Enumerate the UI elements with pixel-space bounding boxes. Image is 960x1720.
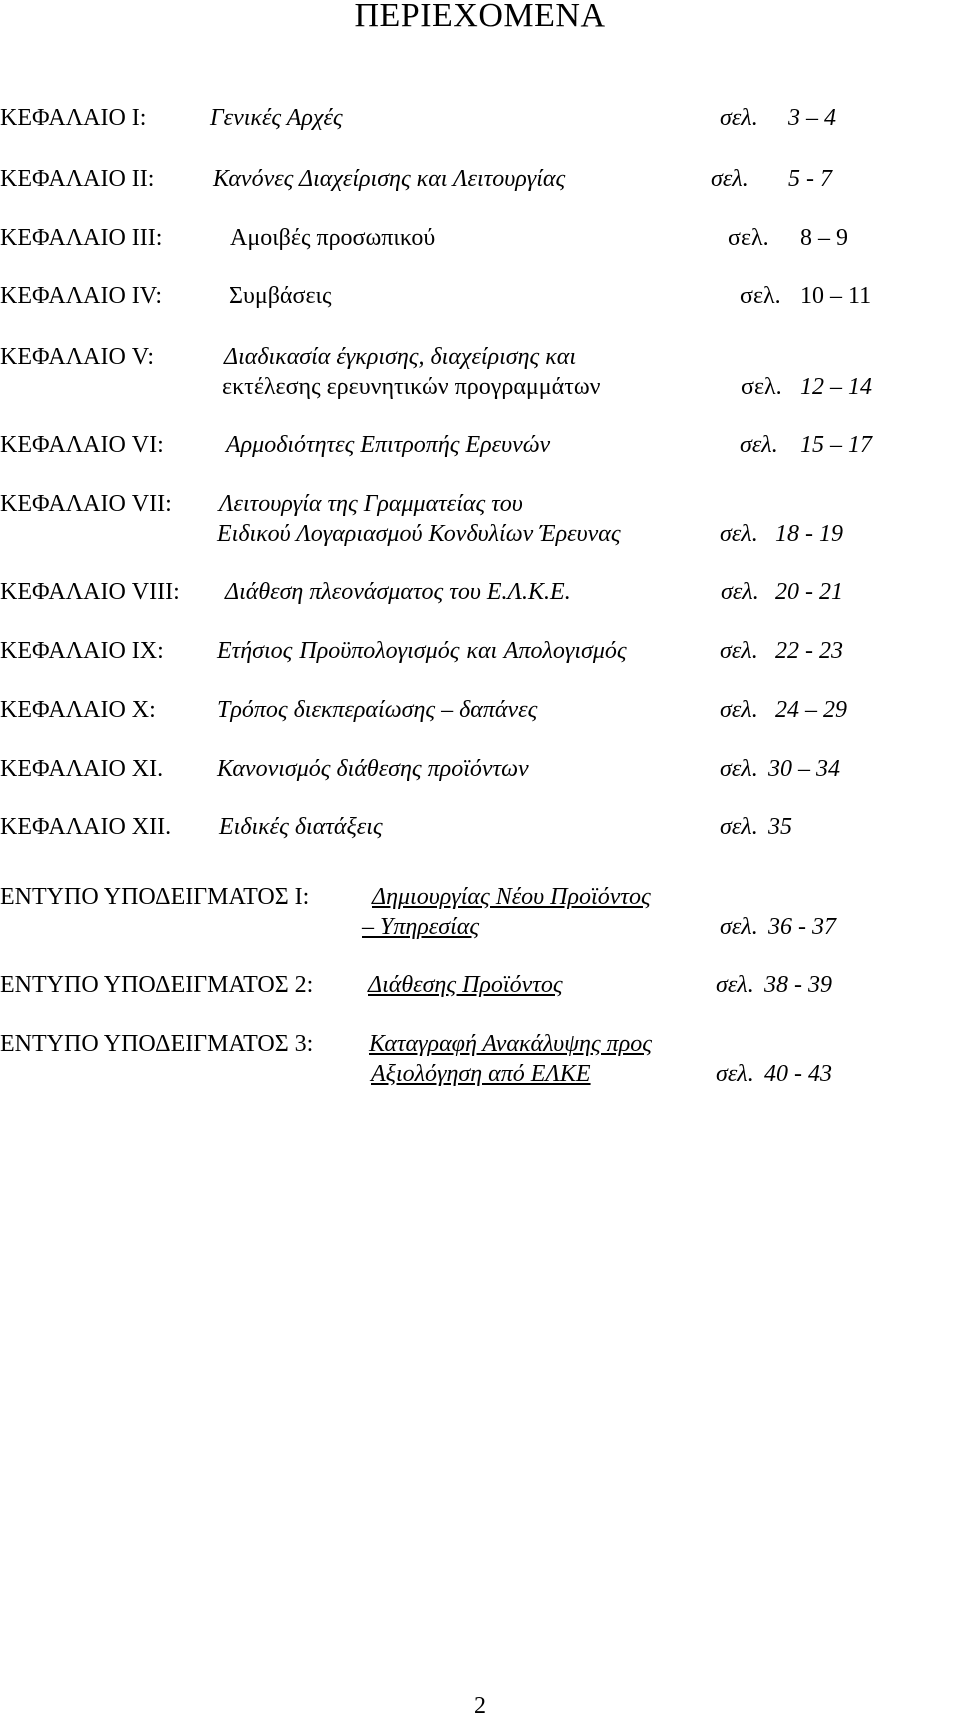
toc-entry-label: ΕΝΤΥΠΟ ΥΠΟΔΕΙΓΜΑΤΟΣ 3: [0, 1031, 314, 1057]
toc-entry-title: Κανόνες Διαχείρισης και Λειτουργίας [213, 166, 566, 192]
toc-entry-title: Ειδικές διατάξεις [219, 814, 383, 840]
page-number: 2 [474, 1693, 486, 1719]
toc-entry-pages: 38 - 39 [764, 972, 832, 998]
toc-entry-sel: σελ. [721, 579, 759, 605]
toc-entry-sel: σελ. [720, 521, 758, 547]
toc-entry-label: ΚΕΦΑΛΑΙΟ Ι: [0, 105, 147, 131]
toc-entry-pages: 22 - 23 [775, 638, 843, 664]
toc-entry-label: ΚΕΦΑΛΑΙΟ VIII: [0, 579, 180, 605]
toc-entry-label: ΚΕΦΑΛΑΙΟ V: [0, 344, 154, 370]
toc-entry-title-continued: εκτέλεσης ερευνητικών προγραμμάτων [222, 374, 601, 400]
page-title: ΠΕΡΙΕΧΟΜΕΝΑ [354, 0, 606, 34]
toc-entry-title: Γενικές Αρχές [210, 105, 343, 131]
toc-entry-label: ΕΝΤΥΠΟ ΥΠΟΔΕΙΓΜΑΤΟΣ Ι: [0, 884, 310, 910]
toc-entry-sel: σελ. [741, 374, 782, 400]
toc-entry-pages: 3 – 4 [788, 105, 836, 131]
toc-entry-pages: 20 - 21 [775, 579, 843, 605]
toc-entry-title: Τρόπος διεκπεραίωσης – δαπάνες [217, 697, 538, 723]
toc-entry-pages: 30 – 34 [768, 756, 840, 782]
toc-entry-sel: σελ. [716, 972, 754, 998]
toc-entry-label: ΚΕΦΑΛΑΙΟ VI: [0, 432, 164, 458]
toc-entry-sel: σελ. [728, 225, 769, 251]
toc-entry-sel: σελ. [720, 756, 758, 782]
toc-entry-sel: σελ. [720, 914, 758, 940]
toc-entry-title: Διάθεσης Προϊόντος [368, 972, 563, 998]
toc-entry-sel: σελ. [716, 1061, 754, 1087]
toc-entry-label: ΚΕΦΑΛΑΙΟ ΧΙ. [0, 756, 164, 782]
toc-entry-title-continued: – Υπηρεσίας [362, 914, 480, 940]
toc-entry-label: ΚΕΦΑΛΑΙΟ ΙΙΙ: [0, 225, 163, 251]
toc-entry-pages: 15 – 17 [800, 432, 872, 458]
toc-entry-title: Αμοιβές προσωπικού [230, 225, 436, 251]
toc-entry-pages: 18 - 19 [775, 521, 843, 547]
toc-entry-pages: 36 - 37 [768, 914, 836, 940]
toc-entry-label: ΕΝΤΥΠΟ ΥΠΟΔΕΙΓΜΑΤΟΣ 2: [0, 972, 314, 998]
toc-entry-label: ΚΕΦΑΛΑΙΟ ΙV: [0, 283, 162, 309]
toc-entry-title: Δημιουργίας Νέου Προϊόντος [372, 884, 651, 910]
toc-entry-pages: 10 – 11 [800, 283, 872, 309]
toc-entry-title-continued: Ειδικού Λογαριασμού Κονδυλίων Έρευνας [217, 521, 621, 547]
toc-entry-label: ΚΕΦΑΛΑΙΟ ΙΧ: [0, 638, 164, 664]
toc-entry-sel: σελ. [720, 814, 758, 840]
toc-entry-pages: 40 - 43 [764, 1061, 832, 1087]
toc-entry-label: ΚΕΦΑΛΑΙΟ ΙΙ: [0, 166, 155, 192]
toc-entry-title: Κανονισμός διάθεσης προϊόντων [217, 756, 529, 782]
toc-entry-sel: σελ. [740, 432, 778, 458]
toc-entry-title: Ετήσιος Προϋπολογισμός και Απολογισμός [217, 638, 627, 664]
toc-entry-sel: σελ. [720, 638, 758, 664]
toc-entry-pages: 35 [768, 814, 792, 840]
toc-entry-title: Καταγραφή Ανακάλυψης προς [369, 1031, 652, 1057]
toc-entry-title: Αρμοδιότητες Επιτροπής Ερευνών [226, 432, 551, 458]
toc-entry-label: ΚΕΦΑΛΑΙΟ Χ: [0, 697, 156, 723]
toc-entry-sel: σελ. [720, 105, 758, 131]
toc-entry-pages: 24 – 29 [775, 697, 847, 723]
toc-entry-title: Διαδικασία έγκρισης, διαχείρισης και [224, 344, 577, 370]
toc-entry-title: Λειτουργία της Γραμματείας του [219, 491, 523, 517]
toc-entry-pages: 5 - 7 [788, 166, 832, 192]
toc-entry-title-continued: Αξιολόγηση από ΕΛΚΕ [371, 1061, 591, 1087]
toc-entry-sel: σελ. [740, 283, 781, 309]
toc-entry-sel: σελ. [711, 166, 749, 192]
toc-entry-label: ΚΕΦΑΛΑΙΟ VII: [0, 491, 172, 517]
toc-entry-sel: σελ. [720, 697, 758, 723]
toc-entry-label: ΚΕΦΑΛΑΙΟ ΧΙΙ. [0, 814, 172, 840]
toc-entry-pages: 8 – 9 [800, 225, 848, 251]
toc-entry-title: Διάθεση πλεονάσματος του Ε.Λ.Κ.Ε. [225, 579, 571, 605]
toc-entry-pages: 12 – 14 [800, 374, 872, 400]
toc-entry-title: Συμβάσεις [229, 283, 332, 309]
